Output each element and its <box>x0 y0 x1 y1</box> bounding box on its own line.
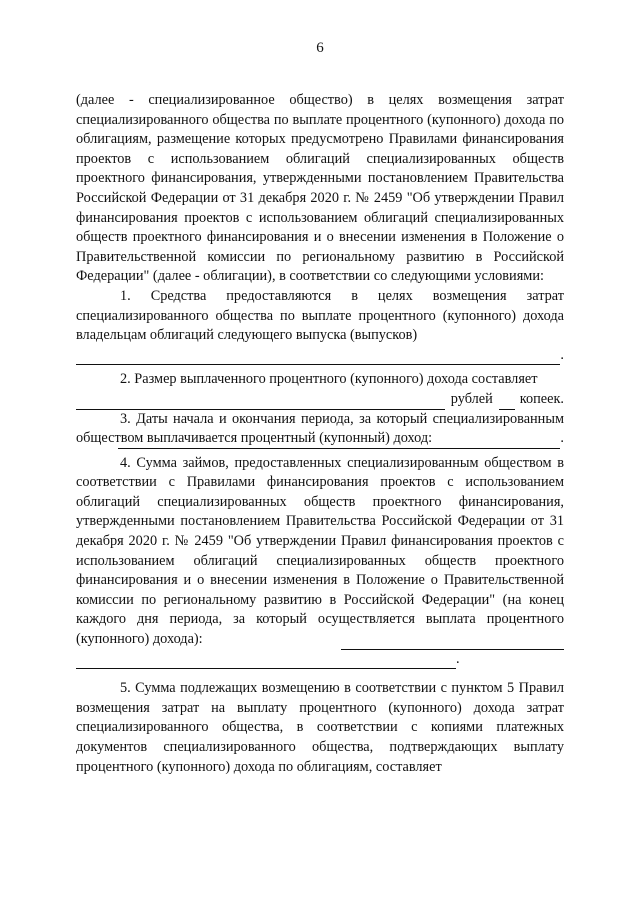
item-1-paragraph <box>76 287 564 346</box>
page-number: 6 <box>316 40 324 56</box>
item-1-text: 1. Средства предоставляются в целях возмещения затрат специализированного общества по выплате процентного (купонного) дохода владельцам облигаций следующего выпуска (выпусков) <box>76 287 564 344</box>
item-1-fill-line[interactable]: . <box>76 346 564 366</box>
item-2-amount-line <box>76 390 564 410</box>
intro-paragraph: (далее - специализированное общество) в целях возмещения затрат специализированного общества по выплате процентного (купонного) дохода по облигациям, размещение которых предусмотрено Правилами финансирования проектов с использованием облигаций специализированных обществ проектного финансирования, утвержденными постановлением Правительства Российской Федерации от 31 декабря 2020 г. № 2459 "Об утверждении Правил финансирования проектов с использованием облигаций специализированных обществ проектного финансирования и о внесении изменения в Положение о Правительственной комиссии по региональному развитию в Российской Федерации" (далее - облигации), в соответствии со следующими условиями: <box>76 92 564 285</box>
item-2-rubles-label: рублей <box>450 390 493 407</box>
item-4-fill-line-2[interactable]: . <box>76 650 564 670</box>
document-body <box>76 91 564 777</box>
item-4-paragraph <box>76 454 564 650</box>
item-2-text: 2. Размер выплаченного процентного (купонного) дохода составляет <box>120 371 538 388</box>
item-3-fill-line[interactable]: . <box>76 429 564 449</box>
item-2-rubles-field[interactable] <box>76 395 445 410</box>
item-3-text: 3. Даты начала и окончания периода, за который специализированным обществом выплачивается процентный (купонный) доход: <box>76 410 564 447</box>
item-5-paragraph <box>76 679 564 777</box>
item-5-text: 5. Сумма подлежащих возмещению в соответствии с пунктом 5 Правил возмещения затрат на выплату процентного (купонного) дохода затрат специализированного общества, в соответствии с копиями платежных документов специализированного общества, подтверждающих выплату процентного (купонного) дохода по облигациям, составляет <box>76 680 564 775</box>
item-4-text: 4. Сумма займов, предоставленных специализированным обществом в соответствии с Правилами финансирования проектов с использованием облигаций специализированных обществ проектного финансирования, утвержденными постановлением Правительства Российской Федерации от 31 декабря 2020 г. № 2459 "Об утверждении Правил финансирования проектов с использованием облигаций специализированных обществ проектного финансирования и о внесении изменения в Положение о Правительственной комиссии по региональному развитию в Российской Федерации" (на конец каждого дня периода, за который осуществляется выплата процентного (купонного) дохода): <box>76 454 564 648</box>
item-2-kopecks-label: копеек. <box>519 390 564 407</box>
item-2-paragraph <box>76 370 564 390</box>
item-2-kopecks-field[interactable] <box>499 395 515 410</box>
